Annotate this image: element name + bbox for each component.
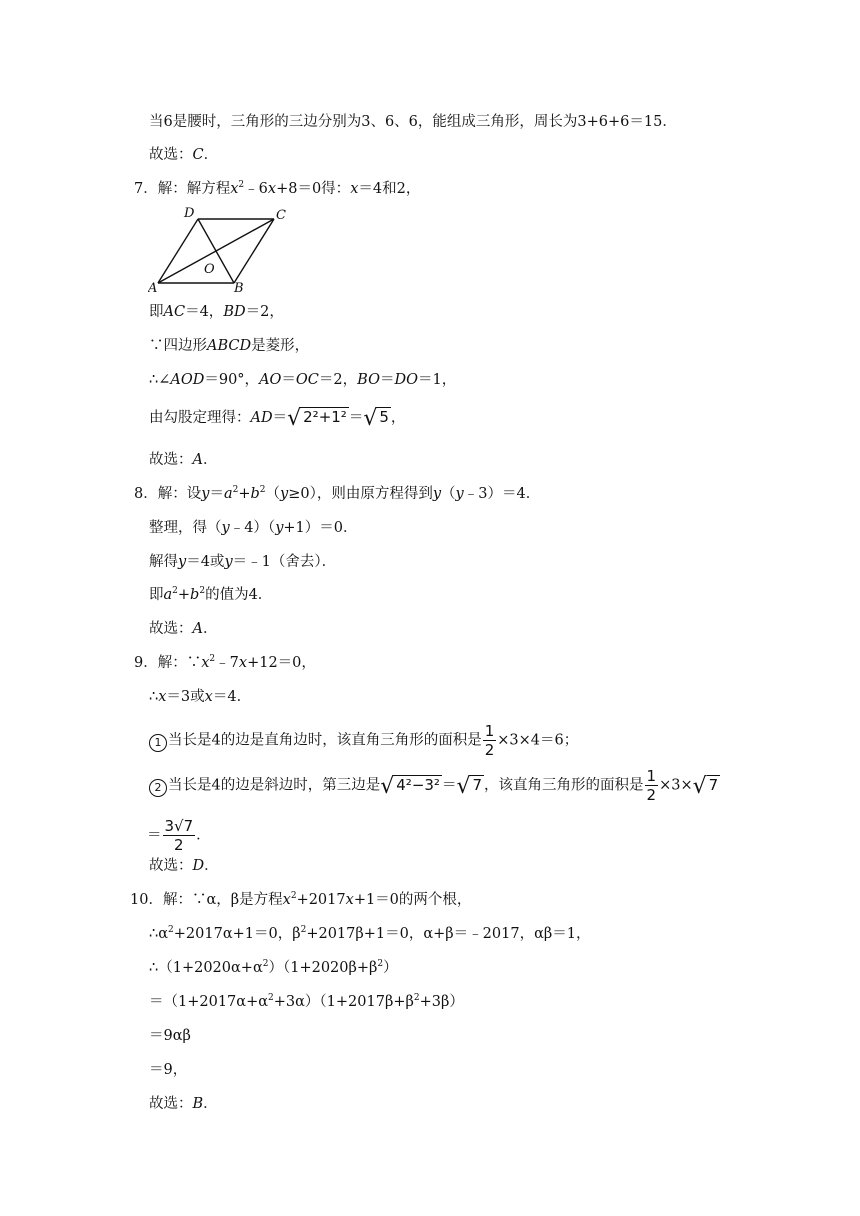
exp: 2 [259, 485, 266, 495]
text-line-case-1 [149, 722, 578, 759]
text: ＝1， [417, 372, 457, 388]
text: 的值为4． [205, 587, 273, 603]
text-line-pythagoras [149, 407, 405, 429]
exp: 2 [172, 586, 178, 596]
numerator: 1 [646, 767, 657, 785]
text: ＝4或 [186, 554, 225, 570]
text: ＝4和2， [358, 181, 421, 197]
answer-line-d [149, 856, 219, 876]
question-9-header [134, 653, 316, 673]
text: ＝ [441, 777, 457, 794]
sqrt [692, 773, 721, 799]
text: 故选： [149, 621, 193, 637]
text: +1＝0的两个根， [353, 892, 472, 908]
text: ． [196, 827, 211, 844]
text: ， [390, 410, 406, 426]
radicand: 5 [379, 408, 389, 426]
var: y [178, 554, 187, 570]
answer-letter: A [192, 621, 203, 637]
text: ＝（1+2017α+α [149, 994, 269, 1010]
radicand: 2²+1² [303, 408, 347, 426]
exp: 2 [268, 993, 274, 1003]
text: ＝﹣1（舍去）． [232, 554, 337, 570]
text: ∵四边形 [149, 338, 207, 354]
text: ≥0），则由原方程得到 [288, 486, 433, 502]
var: x [350, 181, 359, 197]
text: （ [265, 486, 281, 502]
label-d: D [184, 206, 195, 221]
denominator: 2 [484, 741, 495, 759]
text: 即 [149, 304, 164, 320]
text: ×3× [659, 777, 693, 794]
text: 解：∵ [157, 655, 202, 671]
text: 当长是4的边是斜边时，第三边是 [168, 777, 381, 794]
exp: 2 [209, 654, 216, 664]
text: +3β） [419, 994, 464, 1010]
var: x [201, 655, 210, 671]
exp: 2 [413, 993, 420, 1003]
text: 是菱形， [251, 338, 310, 354]
radical-sign: √ [456, 773, 471, 799]
text: 故选： [149, 858, 193, 874]
var: a [223, 486, 233, 502]
text: ﹣7 [215, 655, 239, 671]
text: ∴α [149, 926, 169, 942]
text-line-product [149, 958, 398, 978]
radical-sign: √ [363, 406, 378, 431]
radicand: 4²−3² [396, 775, 440, 794]
text: +2017β+1＝0，α+β＝﹣2017，αβ＝1， [306, 926, 591, 942]
text: ﹣4）（ [229, 520, 276, 536]
text: +2017α+1＝0，β [173, 926, 301, 942]
label-a: A [148, 281, 158, 295]
exp: 2 [168, 925, 174, 935]
text: 解得 [149, 554, 178, 570]
text: 故选： [149, 147, 193, 163]
text: ＝3或 [166, 689, 205, 705]
text: ． [204, 858, 219, 874]
text: ． [202, 621, 218, 637]
question-10-header [130, 890, 471, 910]
text: +8＝0得： [276, 181, 351, 197]
text-line-9ab: ＝9αβ [149, 1028, 191, 1044]
denominator: 2 [646, 786, 657, 804]
var: AO [259, 372, 282, 388]
var: AOD [170, 372, 205, 388]
var: x [238, 655, 248, 671]
text: 整理，得（ [149, 520, 222, 536]
exp: 2 [262, 959, 269, 969]
radical-sign: √ [692, 773, 707, 799]
var: b [190, 587, 200, 603]
text: ＝4， [185, 304, 224, 320]
text: （ [441, 486, 456, 502]
text-line-angle [149, 370, 456, 390]
text-line-value [149, 585, 272, 605]
exp: 2 [300, 925, 307, 935]
var: x [230, 181, 239, 197]
var: x [345, 892, 354, 908]
text-line-9: ＝9， [149, 1062, 188, 1078]
answer-line-a-2 [149, 619, 217, 639]
label-c: C [276, 208, 286, 223]
text-line-expand [149, 992, 464, 1012]
text: +1）＝0． [283, 520, 358, 536]
var: a [163, 587, 173, 603]
text-line-ac-bd [149, 302, 284, 322]
text: ∴ [149, 689, 159, 705]
text-line-area-result [147, 817, 211, 854]
var: ABCD [207, 338, 252, 354]
var: b [250, 486, 260, 502]
text: 由勾股定理得： [149, 410, 251, 426]
text: 解：解方程 [157, 181, 231, 197]
text-line-solve-y [149, 552, 336, 572]
rhombus-diagram [148, 203, 298, 295]
question-number: 8． [134, 486, 158, 502]
var: x [158, 689, 167, 705]
text: ﹣6 [244, 181, 268, 197]
text: ＝2， [245, 304, 284, 320]
text-line-case-2 [149, 767, 720, 804]
var: OC [295, 372, 319, 388]
text: +2017 [296, 892, 346, 908]
var: AC [163, 304, 186, 320]
radical-sign: √ [380, 773, 395, 799]
circled-number-1: 1 [149, 734, 167, 752]
answer-letter: C [192, 147, 204, 163]
radical-sign: √ [287, 406, 302, 431]
text: ． [203, 147, 219, 163]
text: +12＝0， [247, 655, 316, 671]
text: 解：∵α，β是方程 [162, 892, 283, 908]
var: BD [223, 304, 246, 320]
fraction [483, 722, 497, 759]
text-line-triangle-perimeter: 当6是腰时，三角形的三边分别为3、6、6，能组成三角形，周长为3+6+6＝15． [149, 114, 677, 130]
var: y [275, 520, 284, 536]
text: 解：设 [157, 486, 202, 502]
text-line-x-roots [149, 687, 251, 707]
text: ） [383, 960, 398, 976]
text: 当长是4的边是直角边时，该直角三角形的面积是 [168, 732, 482, 749]
text: ＝4． [212, 689, 252, 705]
numerator: 1 [484, 722, 495, 740]
var: y [201, 486, 210, 502]
var: y [280, 486, 289, 502]
label-b: B [234, 281, 244, 295]
exp: 2 [199, 586, 206, 596]
text: +3α）（1+2017β+β [273, 994, 414, 1010]
text: ＝2， [318, 372, 358, 388]
text-line-rhombus [149, 336, 309, 356]
answer-letter: B [192, 1096, 204, 1112]
answer-line-c [149, 145, 218, 165]
answer-letter: D [192, 858, 205, 874]
text: ∴∠ [149, 372, 171, 388]
text: 故选： [149, 1096, 193, 1112]
exp: 2 [377, 959, 384, 969]
question-number: 10． [130, 892, 163, 908]
text: ＝ [348, 410, 364, 426]
fraction [645, 767, 659, 804]
var: BO [357, 372, 380, 388]
text: ∴（1+2020α+α [149, 960, 263, 976]
sqrt [287, 406, 349, 431]
var: x [267, 181, 277, 197]
var: y [224, 554, 233, 570]
exp: 2 [238, 180, 245, 190]
var: y [221, 520, 230, 536]
answer-letter: A [192, 452, 203, 468]
var: x [282, 892, 291, 908]
question-number: 9． [134, 655, 158, 671]
text: ）（1+2020β+β [268, 960, 378, 976]
text: ． [202, 452, 218, 468]
text: + [177, 587, 191, 603]
text: 故选： [149, 452, 193, 468]
question-7-header [134, 179, 420, 199]
circled-number-2: 2 [149, 779, 167, 797]
side-da [158, 219, 198, 283]
text: ，该直角三角形的面积是 [484, 777, 644, 794]
text: ＝ [209, 486, 224, 502]
var: AD [250, 410, 273, 426]
text: ＝ [281, 372, 296, 388]
exp: 2 [232, 485, 239, 495]
radicand: 7 [708, 775, 719, 794]
side-bc [234, 219, 274, 283]
text: 即 [149, 587, 164, 603]
var: DO [394, 372, 418, 388]
text: + [238, 486, 251, 502]
question-8-header [134, 484, 540, 504]
fraction [163, 817, 196, 854]
text: ＝90°， [204, 372, 260, 388]
label-o: O [204, 262, 215, 277]
answer-line-a [149, 450, 217, 470]
text: ＝ [147, 827, 162, 844]
sqrt [380, 773, 442, 799]
denominator: 2 [174, 836, 184, 854]
radicand: 7 [472, 775, 483, 794]
text: ×3×4＝6； [497, 732, 579, 749]
sqrt [456, 773, 484, 799]
exp: 2 [290, 891, 297, 901]
text-line-vieta [149, 924, 591, 944]
text-line-factor [149, 518, 358, 538]
text: ＝ [272, 410, 288, 426]
text: ． [203, 1096, 218, 1112]
sqrt [363, 406, 391, 431]
answer-line-b [149, 1094, 218, 1114]
var: y [455, 486, 464, 502]
numerator: 3√7 [164, 817, 194, 835]
var: x [204, 689, 213, 705]
text: ＝ [379, 372, 395, 388]
question-number: 7． [134, 181, 158, 197]
text: ﹣3）＝4． [463, 486, 541, 502]
var: y [432, 486, 442, 502]
